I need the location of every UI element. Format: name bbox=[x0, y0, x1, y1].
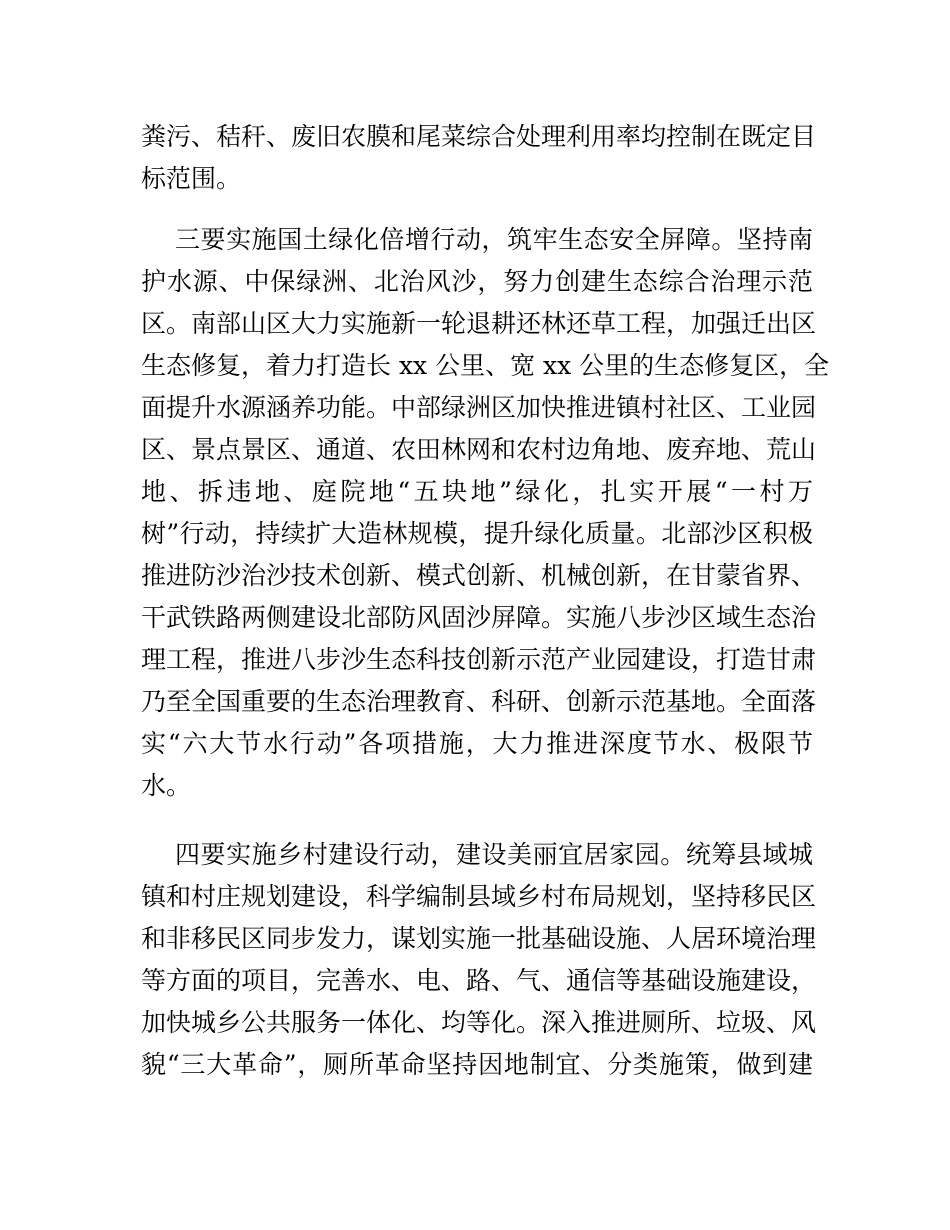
text-line: 四要实施乡村建设行动，建设美丽宜居家园。统筹县域城 bbox=[175, 840, 813, 869]
text-line: 粪污、秸秆、废旧农膜和尾菜综合处理利用率均控制在既定目 bbox=[141, 122, 817, 151]
text-line: 护水源、中保绿洲、北治风沙，努力创建生态综合治理示范 bbox=[141, 267, 813, 296]
text-line: 树”行动，持续扩大造林规模，提升绿化质量。北部沙区积极 bbox=[141, 519, 813, 548]
text-line: 面提升水源涵养功能。中部绿洲区加快推进镇村社区、工业园 bbox=[141, 393, 817, 422]
text-line: 等方面的项目，完善水、电、路、气、通信等基础设施建设， bbox=[141, 966, 817, 995]
text-line: 理工程，推进八步沙生态科技创新示范产业园建设，打造甘肃 bbox=[141, 645, 817, 674]
text-line: 推进防沙治沙技术创新、模式创新、机械创新，在甘蒙省界、 bbox=[141, 561, 817, 590]
text-line: 加快城乡公共服务一体化、均等化。深入推进厕所、垃圾、风 bbox=[141, 1008, 817, 1037]
text-line: 乃至全国重要的生态治理教育、科研、创新示范基地。全面落 bbox=[141, 687, 817, 716]
text-line: 地、拆违地、庭院地“五块地”绿化，扎实开展“一村万 bbox=[141, 477, 813, 506]
text-line: 实“六大节水行动”各项措施，大力推进深度节水、极限节 bbox=[141, 729, 813, 758]
text-line: 和非移民区同步发力，谋划实施一批基础设施、人居环境治理 bbox=[141, 924, 817, 953]
text-line: 水。 bbox=[141, 771, 192, 800]
text-line: 貌“三大革命”，厕所革命坚持因地制宜、分类施策，做到建 bbox=[141, 1050, 813, 1079]
paragraph-land-greening bbox=[141, 219, 830, 807]
text-line: 干武铁路两侧建设北部防风固沙屏障。实施八步沙区域生态治 bbox=[141, 603, 817, 632]
text-line: 区。南部山区大力实施新一轮退耕还林还草工程，加强迁出区 bbox=[141, 309, 817, 338]
paragraph-continuation bbox=[141, 116, 817, 200]
text-line: 三要实施国土绿化倍增行动，筑牢生态安全屏障。坚持南 bbox=[175, 225, 813, 254]
text-line: 生态修复，着力打造长 xx 公里、宽 xx 公里的生态修复区，全 bbox=[141, 351, 830, 380]
paragraph-rural-construction bbox=[141, 834, 817, 1086]
text-line: 镇和村庄规划建设，科学编制县域乡村布局规划，坚持移民区 bbox=[141, 882, 817, 911]
text-line: 标范围。 bbox=[141, 164, 242, 193]
text-line: 区、景点景区、通道、农田林网和农村边角地、废弃地、荒山 bbox=[141, 435, 817, 464]
